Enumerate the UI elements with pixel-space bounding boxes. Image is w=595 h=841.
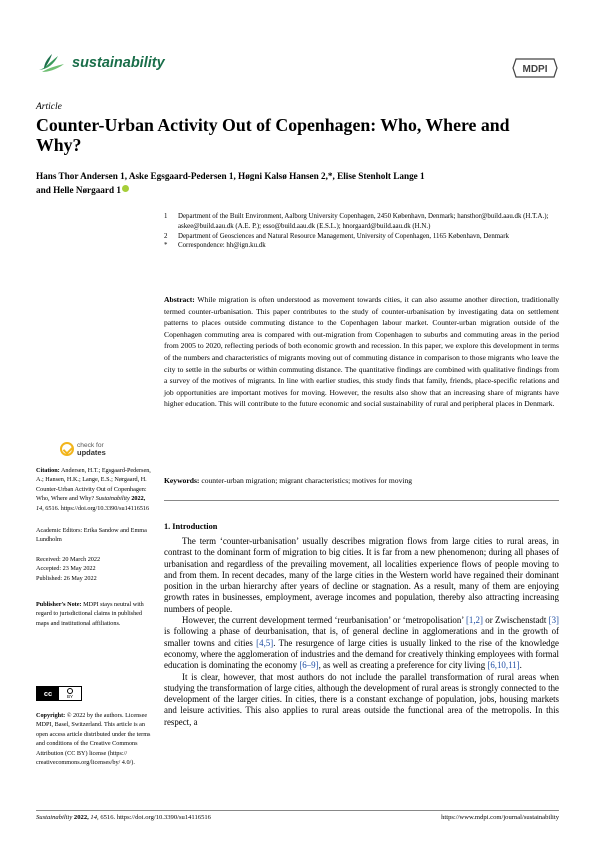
cc-by-license-badge[interactable] [36,686,82,701]
journal-name: sustainability [72,55,165,71]
paragraph-2: However, the current development termed ‘reurbanisation’ or ‘metropolisation’ [1,2] or Zwischenstadt [3] is following a phase of deurbanisation, that is, of general decline in agglomerations and in the growth of smaller towns and cities [4,5]. The resurgence of large cities is usually linked to the rise of the knowledge economy, where the agglomeration of industries and the demand for creatively thinking employees with formal education is dominating the economy [6–9], as well as creating a preference for city living [6,10,11]. [164,615,559,671]
author-list [36,169,566,197]
check-icon [60,442,74,456]
introduction-body [164,536,559,728]
abstract-text: While migration is often understood as movement towards cities, it can also assume another direction, traditionally termed counter-urbanisation. This paper contributes to the study of counter-urbanisation by investigating data on settlement patterns to places outside commuting distance to the Copenhagen labour market. Counter-urban migration outside of the Copenhagen commuting area is compared with out-migration from Copenhagen to suburbs and commuting areas in the period from 2005 to 2020, reflecting periods of both economic growth and recession. In this paper, we explore this development in terms of the numbers and characteristics of migrants moving out of commuting distance in comparison to those migrants who leave the city to settle in the suburbs or within commuting distance. The quantitative findings are combined with qualitative findings from a survey of the motives of migrants. In line with earlier studies, this study finds that family, friends, place-specific relations and job opportunities are important motives for moving. However, the results also show that an increasing share of migrants have higher education. This will contribute to the future economic and social sustainability of rural and peripheral places in Denmark. [164,295,559,409]
divider [164,500,559,501]
publisher-note: Publisher's Note: MDPI stays neutral with regard to jurisdictional claims in published maps and institutional affiliations. [36,601,144,627]
citation-link[interactable]: [3] [548,615,559,626]
accepted-date: Accepted: 23 May 2022 [36,565,96,573]
mdpi-text: MDPI [522,64,548,75]
correspondence: * Correspondence: hh@ign.ku.dk [164,242,266,250]
abstract [164,294,559,410]
paragraph-3: It is clear, however, that most authors do not include the parallel transformation of rural areas when studying the transformation of large cities, although the development of rural areas is strongly connected to the development of the larger cities. In cities, there is a constant exchange of population, jobs, housing markets and leisure activities. This also applies to rural areas outside the functional area of the metropolis. In this respect, a [164,671,559,727]
orcid-icon[interactable] [122,185,129,192]
citation: Citation: Andersen, H.T.; Egsgaard-Pedersen, A.; Hansen, H.K.; Lange, E.S.; Nørgaard, H. Counter-Urban Activity Out of Copenhagen: Who, Where and Why? Sustainability 2022, 14, 6516. https://doi.org/10.3390/su14116516 [36,467,151,512]
published-date: Published: 26 May 2022 [36,574,97,582]
affiliation-1: 1 Department of the Built Environment, Aalborg University Copenhagen, 2450 København, Denmark; hansthor@build.aau.dk (H.T.A.); askee@build.aau.dk (A.E. P.); esso@build.aau.dk (E.S.L.); hnorgaard@build.aau.dk (H.N.) [164,213,549,230]
citation-link[interactable]: [4,5] [256,637,274,648]
dates [36,555,154,583]
footer-divider [36,810,559,811]
citation-link[interactable]: [6–9] [299,660,319,671]
citation-link[interactable]: [6,10,11] [487,660,520,671]
authors-line-1: Hans Thor Andersen 1, Aske Egsgaard-Pedersen 1, Høgni Kalsø Hansen 2,*, Elise Stenholt Lange 1 [36,171,425,181]
check-for-updates-button[interactable]: check for updates [60,442,106,456]
cc-icon: cc [37,687,59,700]
academic-editors: Academic Editors: Erika Sandow and Emma Lundholm [36,527,147,544]
mdpi-logo[interactable] [512,58,558,78]
by-icon: BY [59,687,81,700]
article-title: Counter-Urban Activity Out of Copenhagen: Who, Where and Why? [36,115,510,155]
leaf-icon [36,52,66,74]
keywords [164,475,559,486]
journal-logo[interactable] [36,52,165,74]
authors-line-2: and Helle Nørgaard 1 [36,183,566,197]
keywords-text: counter-urban migration; migrant characteristics; motives for moving [201,476,413,485]
citation-link[interactable]: [1,2] [465,615,483,626]
article-type: Article [36,102,62,112]
received-date: Received: 20 March 2022 [36,556,101,563]
footer-journal-url[interactable]: https://www.mdpi.com/journal/sustainability [441,814,559,821]
affiliation-2: 2 Department of Geosciences and Natural Resource Management, University of Copenhagen, 1165 København, Denmark [164,232,509,240]
section-heading: 1. Introduction [164,522,218,531]
keywords-label: Keywords: [164,476,200,485]
affiliations [164,212,559,251]
abstract-label: Abstract: [164,295,195,304]
paragraph-1: The term ‘counter-urbanisation’ usually describes migration flows from large cities to rural areas, in contrast to the dominant form of migration to big cities. It is far from a new phenomenon; during all phases of urbanisation and regardless of the prevailing movement, all localities experience flows of people moving to and from them. In recent decades, many of the large cities in the Western world have regained their dominant position in the urban hierarchy after years of decline or stagnation. As a result, many of them are enjoying growth rates in businesses, employment, average incomes and population, thereby also attracting increasing numbers of people. [164,536,559,614]
footer-citation: Sustainability 2022, 14, 6516. https://doi.org/10.3390/su14116516 [36,814,211,821]
copyright: Copyright: © 2022 by the authors. Licensee MDPI, Basel, Switzerland. This article is an open access article distributed under the terms and conditions of the Creative Commons Attribution (CC BY) license (https:// creativecommons.org/licenses/by/ 4.0/). [36,712,151,767]
